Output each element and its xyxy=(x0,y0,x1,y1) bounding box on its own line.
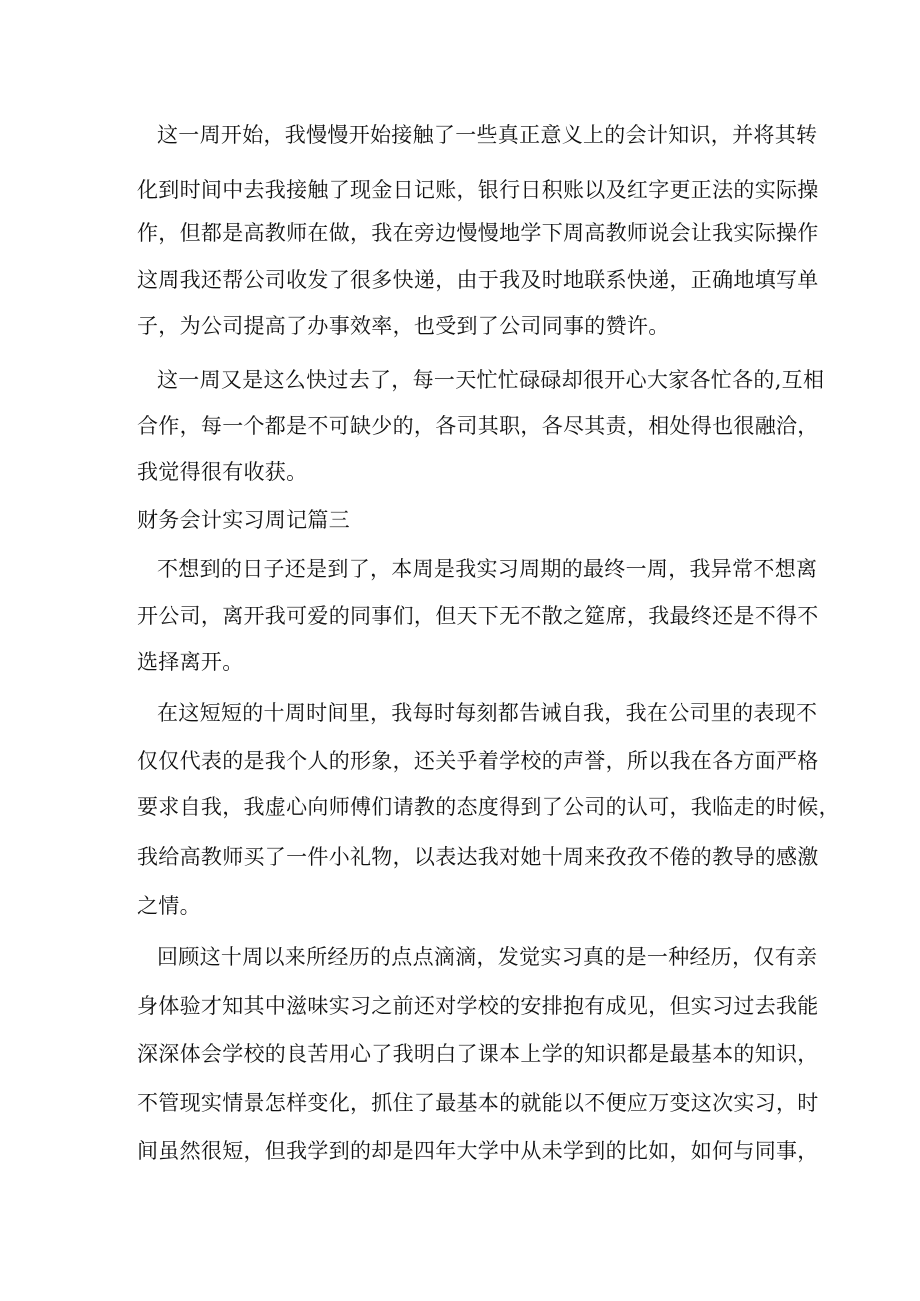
text-line: 子，为公司提高了办事效率，也受到了公司同事的赞许。 xyxy=(137,314,670,338)
text-line: 之情。 xyxy=(137,894,201,918)
text-line: 身体验才知其中滋味实习之前还对学校的安排抱有成见，但实习过去我能 xyxy=(137,994,819,1018)
text-line: 间虽然很短，但我学到的却是四年大学中从未学到的比如，如何与同事， xyxy=(137,1139,819,1163)
text-line: 在这短短的十周时间里，我每时每刻都告诫自我，我在公司里的表现不 xyxy=(157,701,818,725)
text-line: 不管现实情景怎样变化，抓住了最基本的就能以不便应万变这次实习，时 xyxy=(137,1091,819,1115)
text-line: 化到时间中去我接触了现金日记账，银行日积账以及红字更正法的实际操 xyxy=(137,178,819,202)
text-line: 合作，每一个都是不可缺少的，各司其职，各尽其责，相处得也很融洽， xyxy=(137,414,819,438)
text-line: 仅仅代表的是我个人的形象，还关乎着学校的声誉，所以我在各方面严格 xyxy=(137,749,819,773)
text-line: 回顾这十周以来所经历的点点滴滴，发觉实习真的是一种经历，仅有亲 xyxy=(157,945,818,969)
text-line: 开公司，离开我可爱的同事们，但天下无不散之筵席，我最终还是不得不 xyxy=(137,604,819,628)
text-line: 不想到的日子还是到了，本周是我实习周期的最终一周，我异常不想离 xyxy=(157,557,818,581)
section-heading: 财务会计实习周记篇三 xyxy=(137,508,350,532)
text-line: 作，但都是高教师在做，我在旁边慢慢地学下周高教师说会让我实际操作 xyxy=(137,221,819,245)
text-line: 我觉得很有收获。 xyxy=(137,460,308,484)
text-line: 深深体会学校的良苦用心了我明白了课本上学的知识都是最基本的知识， xyxy=(137,1042,819,1066)
text-line: 要求自我，我虚心向师傅们请教的态度得到了公司的认可，我临走的时候， xyxy=(137,795,840,819)
text-line: 这周我还帮公司收发了很多快递，由于我及时地联系快递，正确地填写单 xyxy=(137,268,819,292)
text-line: 我给高教师买了一件小礼物，以表达我对她十周来孜孜不倦的教导的感激 xyxy=(137,845,819,869)
text-line: 这一周又是这么快过去了，每一天忙忙碌碌却很开心大家各忙各的,互相 xyxy=(157,368,825,392)
text-line: 这一周开始，我慢慢开始接触了一些真正意义上的会计知识，并将其转 xyxy=(157,123,818,147)
text-line: 选择离开。 xyxy=(137,650,244,674)
